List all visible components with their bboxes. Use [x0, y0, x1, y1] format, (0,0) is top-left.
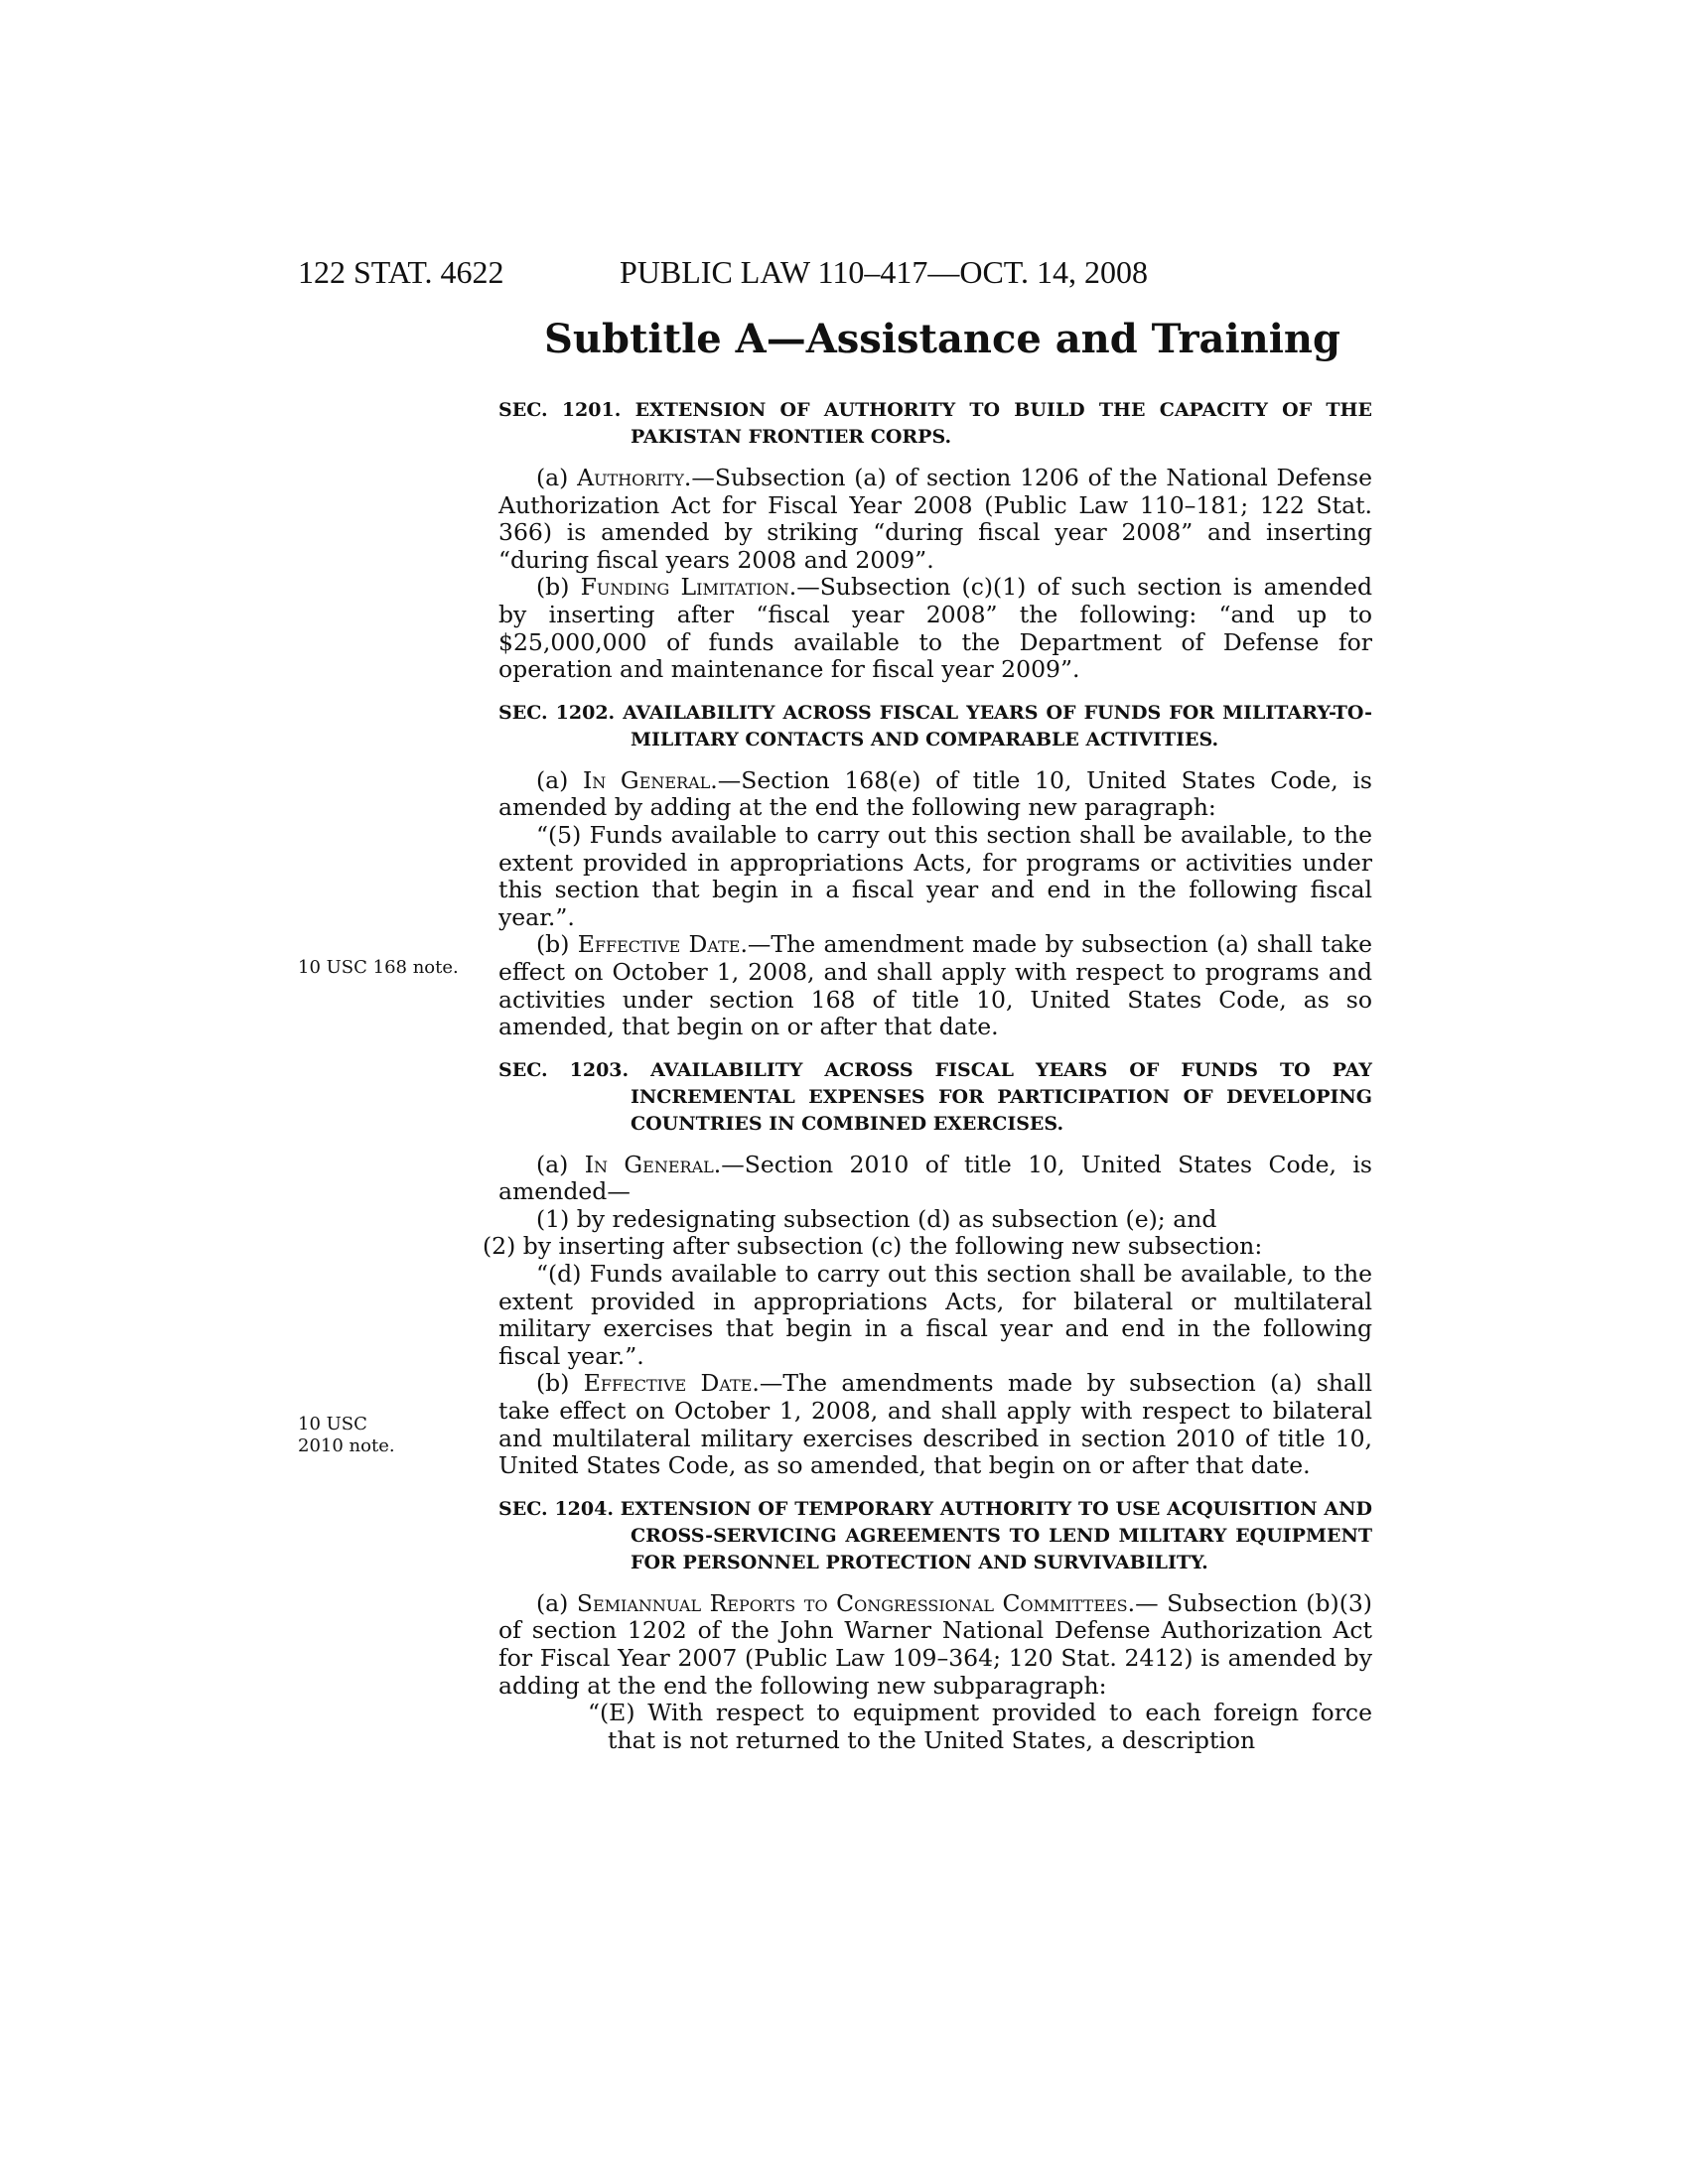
section-1202-para-a: (a) In General.—Section 168(e) of title 10, United States Code, is amended by adding at the end the following new paragraph:: [498, 765, 1372, 822]
section-1203-item-2: (2) by inserting after subsection (c) the following new subsection:: [483, 1232, 1263, 1261]
section-1203-heading: SEC. 1203. AVAILABILITY ACROSS FISCAL YEARS OF FUNDS TO PAY INCREMENTAL EXPENSES FOR PARTICIPATION OF DEVELOPING COUNTRIES IN COMBINED EXERCISES.: [498, 1058, 1372, 1135]
page-stat-citation: 122 STAT. 4622: [298, 254, 504, 290]
section-1201-para-a: (a) Authority.—Subsection (a) of section 1206 of the National Defense Authorization Act for Fiscal Year 2008 (Public Law 110–181; 122 Stat. 366) is amended by striking “during fiscal year 2008” and inserting “during fiscal years 2008 and 2009”.: [498, 464, 1372, 574]
section-1204-para-a: (a) Semiannual Reports to Congressional Committees.— Subsection (b)(3) of section 1202 of the John Warner National Defense Authorization Act for Fiscal Year 2007 (Public Law 109–364; 120 Stat. 2412) is amended by adding at the end the following new subparagraph:: [498, 1588, 1372, 1700]
section-1204-quoted-subparagraph: “(E) With respect to equipment provided to each foreign force that is not returned to the United States, a description: [588, 1699, 1372, 1754]
section-1204-heading: SEC. 1204. EXTENSION OF TEMPORARY AUTHORITY TO USE ACQUISITION AND CROSS-SERVICING AGREEMENTS TO LEND MILITARY EQUIPMENT FOR PERSONNEL PROTECTION AND SURVIVABILITY.: [498, 1497, 1372, 1573]
section-1202-quoted-paragraph: “(5) Funds available to carry out this section shall be available, to the extent provided in appropriations Acts, for programs or activities under this section that begin in a fiscal year and end in the following fiscal year.”.: [498, 820, 1372, 931]
section-1202-heading: SEC. 1202. AVAILABILITY ACROSS FISCAL YEARS OF FUNDS FOR MILITARY-TO-MILITARY CONTACTS AND COMPARABLE ACTIVITIES.: [498, 701, 1372, 751]
section-1201-para-b: (b) Funding Limitation.—Subsection (c)(1) of such section is amended by inserting after “fiscal year 2008” the following: “and up to $25,000,000 of funds available to the Department of Defense for operation and maintenance for fiscal year 2009”.: [498, 573, 1372, 684]
section-1203-item-1: (1) by redesignating subsection (d) as subsection (e); and: [536, 1204, 1217, 1233]
public-law-header: PUBLIC LAW 110–417—OCT. 14, 2008: [620, 254, 1148, 290]
section-1203-para-a: (a) In General.—Section 2010 of title 10, United States Code, is amended—: [498, 1150, 1372, 1206]
section-1203-para-b: (b) Effective Date.—The amendments made by subsection (a) shall take effect on October 1, 2008, and shall apply with respect to bilateral and multilateral military exercises described in section 2010 of title 10, United States Code, as so amended, that begin on or after that date.: [498, 1369, 1372, 1480]
margin-note-2010: 10 USC 2010 note.: [298, 1414, 395, 1456]
section-1203-quoted-subsection: “(d) Funds available to carry out this section shall be available, to the extent provided in appropriations Acts, for bilateral or multilateral military exercises that begin in a fiscal year and end in the following fiscal year.”.: [498, 1260, 1372, 1370]
section-1201-heading: SEC. 1201. EXTENSION OF AUTHORITY TO BUILD THE CAPACITY OF THE PAKISTAN FRONTIER CORPS.: [498, 399, 1372, 448]
section-1202-para-b: (b) Effective Date.—The amendment made by subsection (a) shall take effect on October 1, 2008, and shall apply with respect to programs and activities under section 168 of title 10, United States Code, as so amended, that begin on or after that date.: [498, 930, 1372, 1041]
margin-note-168: 10 USC 168 note.: [298, 957, 459, 978]
subtitle-heading: Subtitle A—Assistance and Training: [544, 316, 1340, 362]
document-body: [483, 397, 1372, 1754]
